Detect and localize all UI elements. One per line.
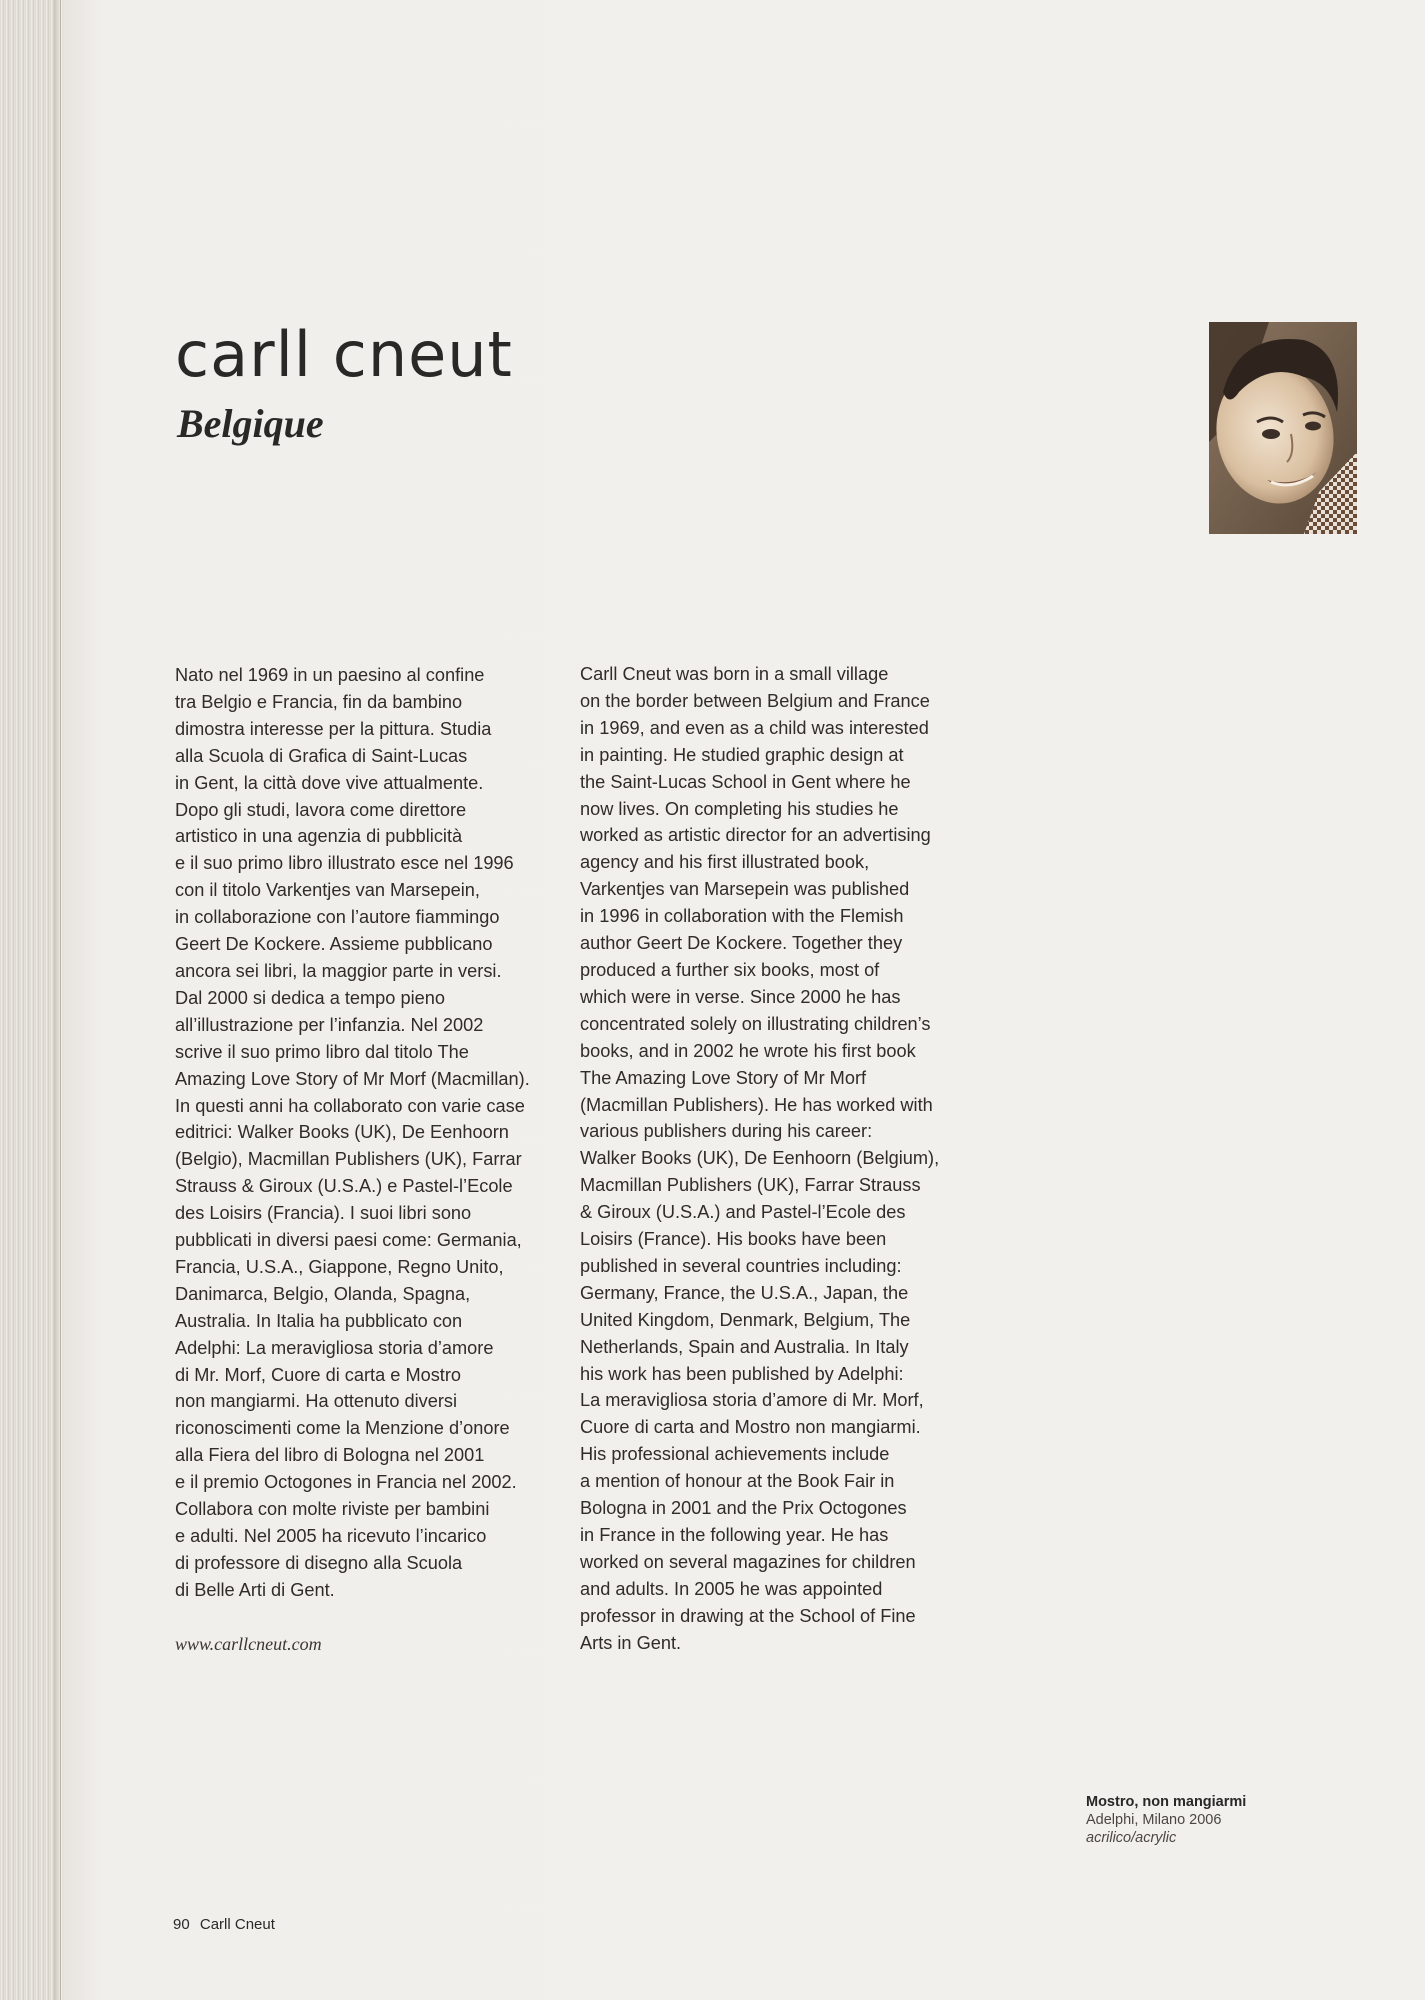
page-edges (0, 0, 61, 2000)
portrait-icon (1209, 322, 1357, 534)
artwork-caption (1086, 1793, 1246, 1847)
biography-italian: Nato nel 1969 in un paesino al confine tra Belgio e Francia, fin da bambino dimostra interesse per la pittura. Studia alla Scuola di Grafica di Saint-Lucas in Gent, la città dove vive attualmente. Dopo gli studi, lavora come direttore artistico in una agenzia di pubblicità e il suo primo libro illustrato esce nel 1996 con il titolo Varkentjes van Marsepein, in collaborazione con l’autore fiammingo Geert De Kockere. Assieme pubblicano ancora sei libri, la maggior parte in versi. Dal 2000 si dedica a tempo pieno all’illustrazione per l’infanzia. Nel 2002 scrive il suo primo libro dal titolo The Amazing Love Story of Mr Morf (Macmillan). In questi anni ha collaborato con varie case editrici: Walker Books (UK), De Eenhoorn (Belgio), Macmillan Publishers (UK), Farrar Strauss & Giroux (U.S.A.) e Pastel-l’Ecole des Loisirs (Francia). I suoi libri sono pubblicati in diversi paesi come: Germania, Francia, U.S.A., Giappone, Regno Unito, Danimarca, Belgio, Olanda, Spagna, Australia. In Italia ha pubblicato con Adelphi: La meravigliosa storia d’amore di Mr. Morf, Cuore di carta e Mostro non mangiarmi. Ha ottenuto diversi riconoscimenti come la Menzione d’onore alla Fiera del libro di Bologna nel 2001 e il premio Octogones in Francia nel 2002. Collabora con molte riviste per bambini e adulti. Nel 2005 ha ricevuto l’incarico di professore di disegno alla Scuola di Belle Arti di Gent. (175, 665, 530, 1600)
portrait-photo (1209, 322, 1357, 534)
artist-country: Belgique (177, 401, 324, 446)
caption-title: Mostro, non mangiarmi (1086, 1794, 1247, 1810)
artist-name: carll cneut (175, 318, 513, 391)
page-number: 90 (173, 1916, 190, 1933)
caption-publisher: Adelphi, Milano 2006 (1086, 1812, 1222, 1828)
page-footer (173, 1916, 275, 1933)
biography-english: Carll Cneut was born in a small village on the border between Belgium and France in 1969, and even as a child was interested in painting. He studied graphic design at the Saint-Lucas School in Gent where he now lives. On completing his studies he worked as artistic director for an advertising agency and his first illustrated book, Varkentjes van Marsepein was published in 1996 in collaboration with the Flemish author Geert De Kockere. Together they produced a further six books, most of which were in verse. Since 2000 he has concentrated solely on illustrating children’s books, and in 2002 he wrote his first book The Amazing Love Story of Mr Morf (Macmillan Publishers). He has worked with various publishers during his career: Walker Books (UK), De Eenhoorn (Belgium), Macmillan Publishers (UK), Farrar Strauss & Giroux (U.S.A.) and Pastel-l’Ecole des Loisirs (France). His books have been published in several countries including: Germany, France, the U.S.A., Japan, the United Kingdom, Denmark, Belgium, The Netherlands, Spain and Australia. In Italy his work has been published by Adelphi: La meravigliosa storia d’amore di Mr. Morf, Cuore di carta and Mostro non mangiarmi. His professional achievements include a mention of honour at the Book Fair in Bologna in 2001 and the Prix Octogones in France in the following year. He has worked on several magazines for children and adults. In 2005 he was appointed professor in drawing at the School of Fine Arts in Gent. (580, 664, 940, 1653)
running-title: Carll Cneut (199, 1916, 275, 1933)
website-link[interactable]: www.carllcneut.com (175, 1634, 322, 1654)
caption-medium: acrilico/acrylic (1086, 1830, 1177, 1846)
